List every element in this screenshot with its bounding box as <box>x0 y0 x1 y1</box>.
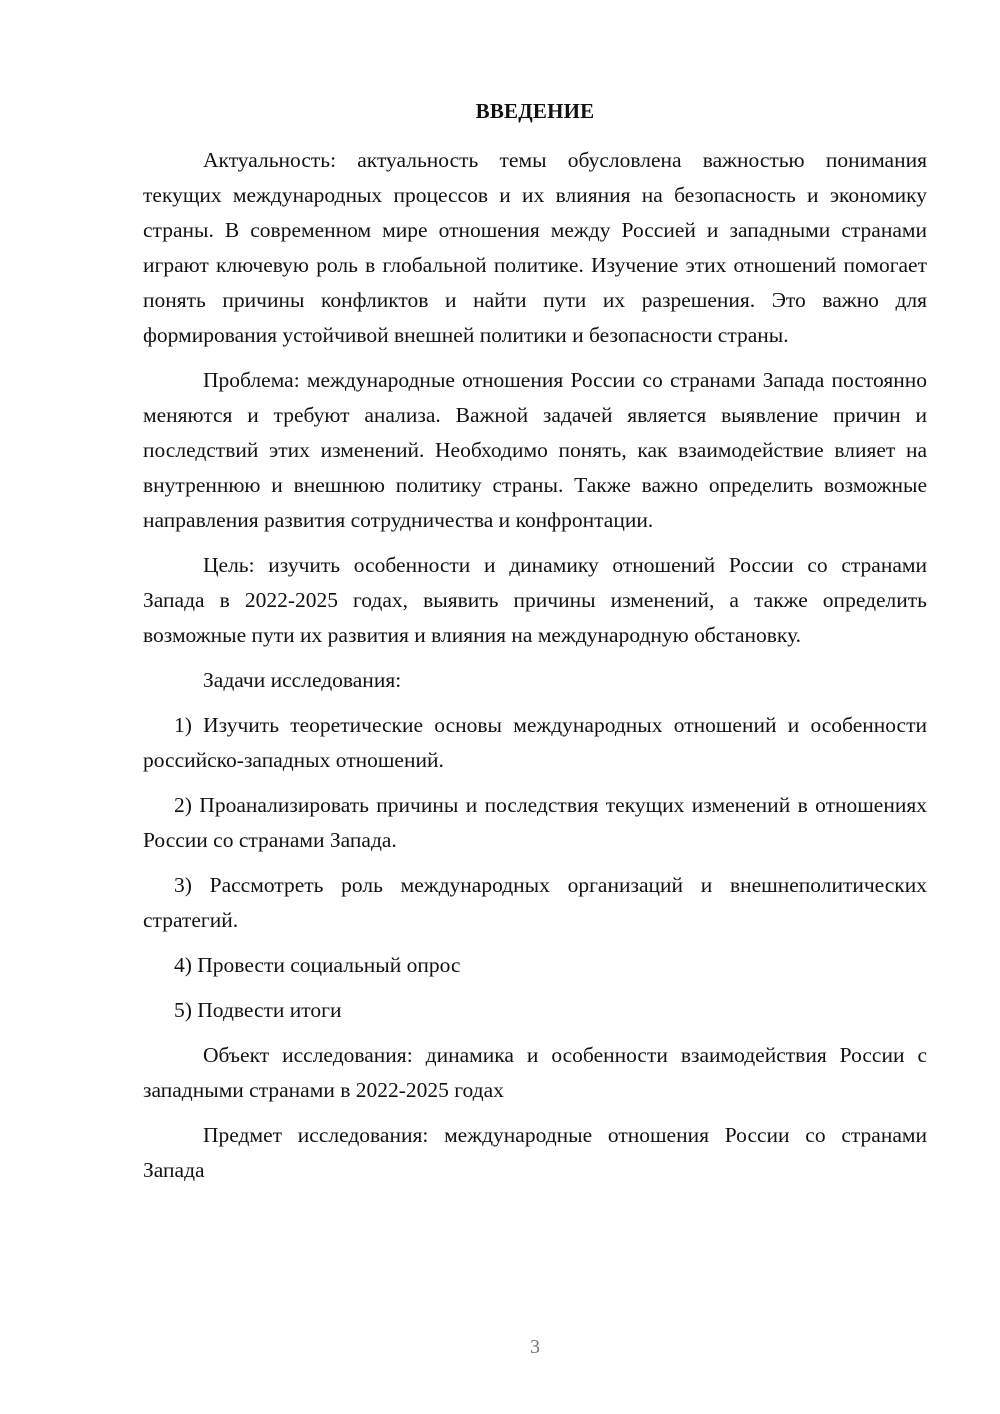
page-number: 3 <box>530 1336 540 1358</box>
relevance-paragraph: Актуальность: актуальность темы обусловлена важностью понимания текущих международных процессов и их влияния на безопасность и экономику страны. В современном мире отношения между Россией и западными странами играют ключевую роль в глобальной политике. Изучение этих отношений помогает понять причины конфликтов и найти пути их разрешения. Это важно для формирования устойчивой внешней политики и безопасности страны. <box>143 148 927 347</box>
goal-paragraph: Цель: изучить особенности и динамику отношений России со странами Запада в 2022-2025 годах, выявить причины изменений, а также определить возможные пути их развития и влияния на международную обстановку. <box>143 553 927 647</box>
problem-paragraph: Проблема: международные отношения России со странами Запада постоянно меняются и требуют анализа. Важной задачей является выявление причин и последствий этих изменений. Необходимо понять, как взаимодействие влияет на внутреннюю и внешнюю политику страны. Также важно определить возможные направления развития сотрудничества и конфронтации. <box>143 368 927 532</box>
task-item: 1) Изучить теоретические основы международных отношений и особенности российско-западных отношений. <box>143 713 927 772</box>
task-item: 3) Рассмотреть роль международных организаций и внешнеполитических стратегий. <box>143 873 927 932</box>
tasks-list <box>143 708 927 1028</box>
document-body <box>143 97 927 1198</box>
section-title: ВВЕДЕНИЕ <box>475 99 595 123</box>
tasks-heading: Задачи исследования: <box>203 668 402 692</box>
task-item: 2) Проанализировать причины и последствия текущих изменений в отношениях России со странами Запада. <box>143 793 927 852</box>
task-item: 5) Подвести итоги <box>174 998 342 1022</box>
research-object-paragraph: Объект исследования: динамика и особенности взаимодействия России с западными странами в 2022-2025 годах <box>143 1043 927 1102</box>
task-item: 4) Провести социальный опрос <box>174 953 461 977</box>
research-subject-paragraph: Предмет исследования: международные отношения России со странами Запада <box>143 1123 927 1182</box>
